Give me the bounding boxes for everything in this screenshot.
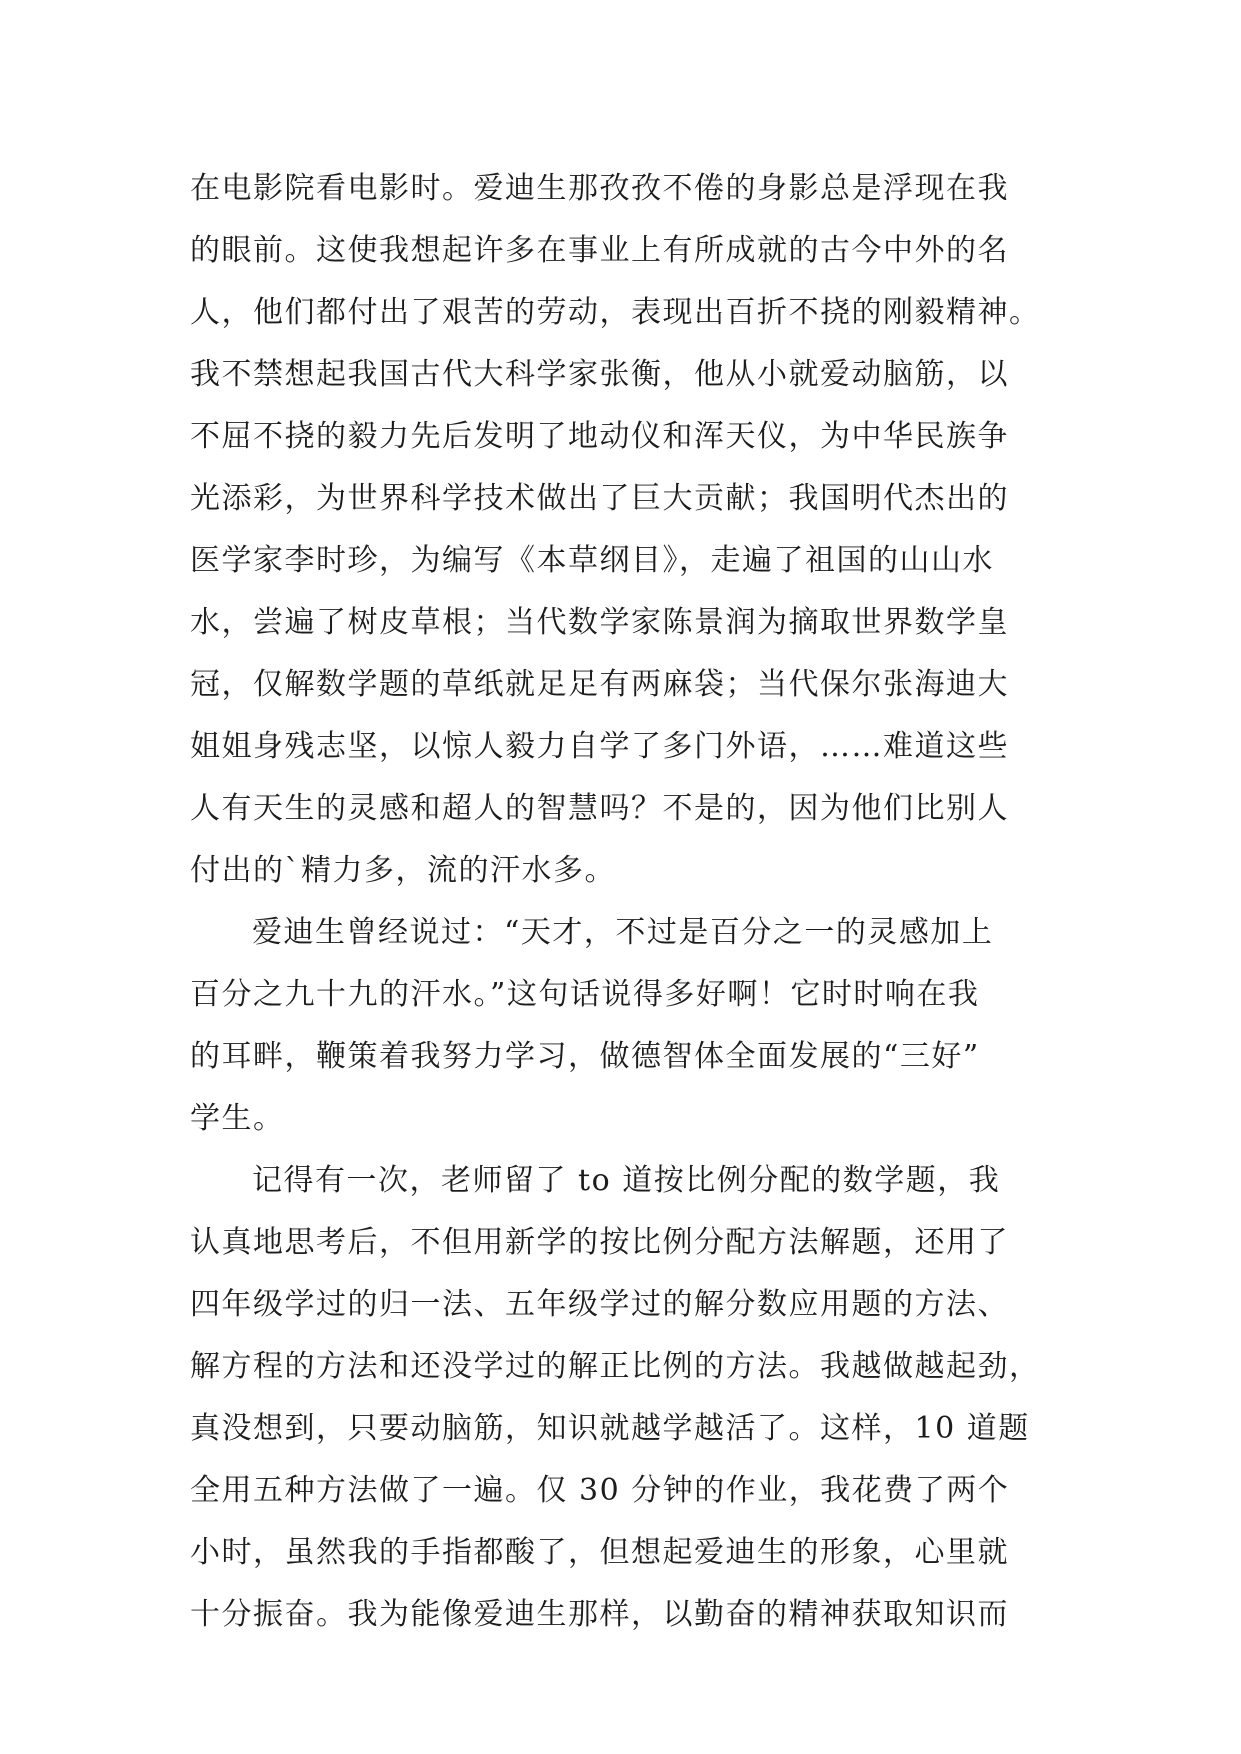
text-line: 我不禁想起我国古代大科学家张衡，他从小就爱动脑筋，以 xyxy=(190,357,1009,392)
text-line: 真没想到，只要动脑筋，知识就越学越活了。这样，10 道题 xyxy=(190,1411,1030,1446)
text-line: 十分振奋。我为能像爱迪生那样，以勤奋的精神获取知识而 xyxy=(190,1597,1009,1632)
text-line: 的耳畔，鞭策着我努力学习，做德智体全面发展的“三好” xyxy=(190,1039,980,1074)
text-line: 百分之九十九的汗水。”这句话说得多好啊！它时时响在我 xyxy=(190,977,980,1012)
text-line: 冠，仅解数学题的草纸就足足有两麻袋；当代保尔张海迪大 xyxy=(190,667,1009,702)
text-line: 四年级学过的归一法、五年级学过的解分数应用题的方法、 xyxy=(190,1287,1009,1322)
text-line: 光添彩，为世界科学技术做出了巨大贡献；我国明代杰出的 xyxy=(190,481,1009,516)
text-line: 姐姐身残志坚，以惊人毅力自学了多门外语，……难道这些 xyxy=(190,729,1009,764)
text-line: 水，尝遍了树皮草根；当代数学家陈景润为摘取世界数学皇 xyxy=(190,605,1009,640)
text-line: 解方程的方法和还没学过的解正比例的方法。我越做越起劲， xyxy=(190,1349,1041,1384)
text-line: 认真地思考后，不但用新学的按比例分配方法解题，还用了 xyxy=(190,1225,1009,1260)
text-line: 不屈不挠的毅力先后发明了地动仪和浑天仪，为中华民族争 xyxy=(190,419,1009,454)
text-line: 的眼前。这使我想起许多在事业上有所成就的古今中外的名 xyxy=(190,233,1009,268)
text-line: 记得有一次，老师留了 to 道按比例分配的数学题，我 xyxy=(252,1163,1001,1198)
text-line: 人，他们都付出了艰苦的劳动，表现出百折不挠的刚毅精神。 xyxy=(190,295,1041,330)
text-line: 付出的`精力多，流的汗水多。 xyxy=(190,853,616,888)
text-line: 人有天生的灵感和超人的智慧吗？不是的，因为他们比别人 xyxy=(190,791,1009,826)
document-body-text xyxy=(190,158,1060,1646)
text-line: 全用五种方法做了一遍。仅 30 分钟的作业，我花费了两个 xyxy=(190,1473,1010,1508)
text-line: 医学家李时珍，为编写《本草纲目》，走遍了祖国的山山水 xyxy=(190,543,994,578)
text-line: 小时，虽然我的手指都酸了，但想起爱迪生的形象，心里就 xyxy=(190,1535,1009,1570)
text-line: 爱迪生曾经说过：“天才，不过是百分之一的灵感加上 xyxy=(252,915,994,950)
text-line: 在电影院看电影时。爱迪生那孜孜不倦的身影总是浮现在我 xyxy=(190,171,1009,206)
text-line: 学生。 xyxy=(190,1101,285,1136)
